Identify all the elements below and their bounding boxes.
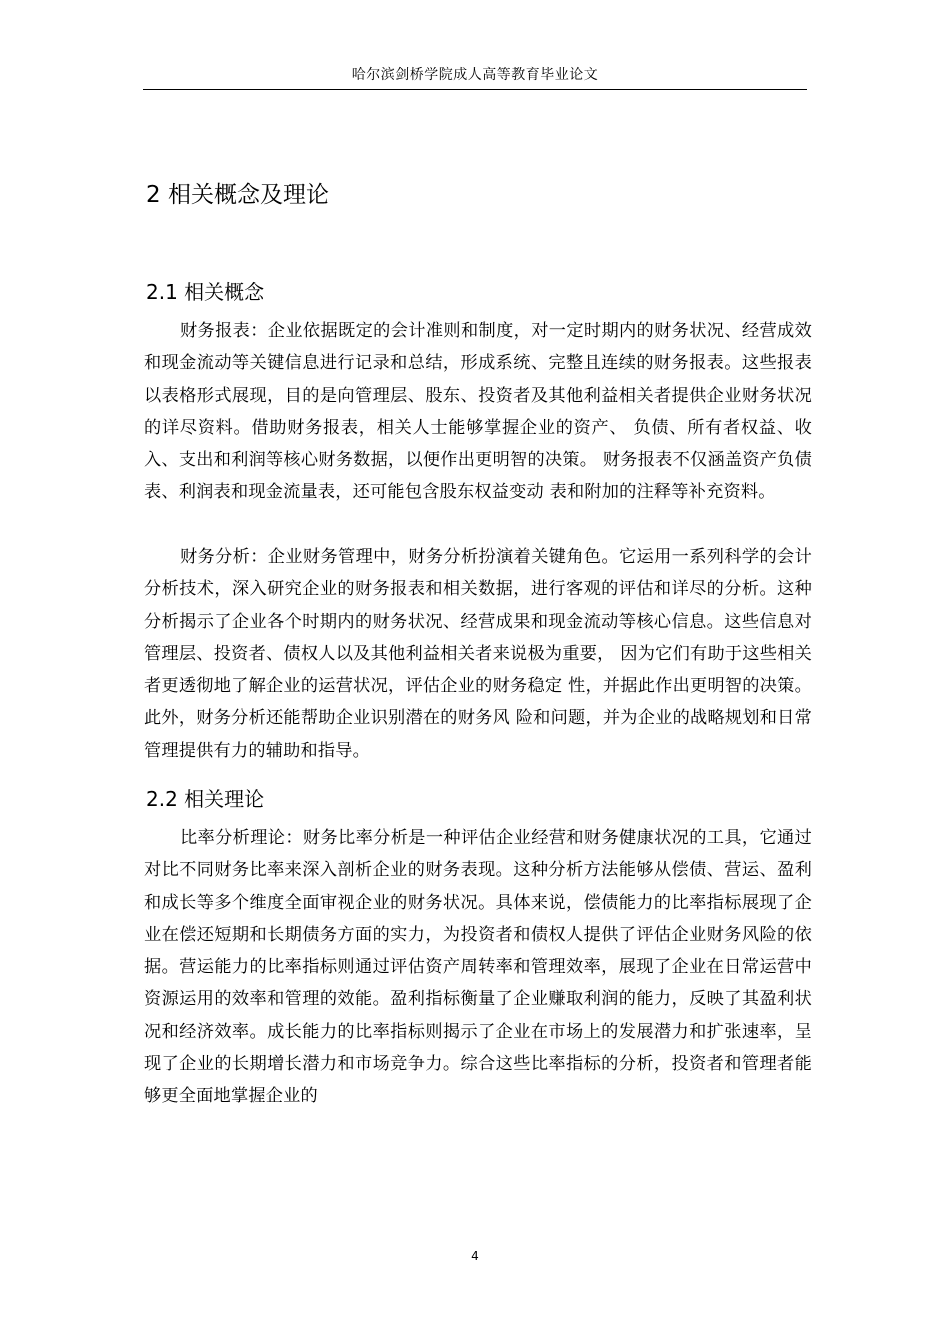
page-number: 4 <box>471 1249 479 1263</box>
header-divider <box>143 89 807 90</box>
chapter-heading: 2 相关概念及理论 <box>146 182 329 208</box>
paragraph-ratio-analysis: 比率分析理论：财务比率分析是一种评估企业经营和财务健康状况的工具，它通过对比不同财务比率来深入剖析企业的财务表现。这种分析方法能够从偿债、营运、盈利和成长等多个维度全面审视企业的财务状况。具体来说，偿债能力的比率指标展现了企业在偿还短期和长期债务方面的实力，为投资者和债权人提供了评估企业财务风险的依据。营运能力的比率指标则通过评估资产周转率和管理效率，展现了企业在日常运营中资源运用的效率和管理的效能。盈利指标衡量了企业赚取利润的能力，反映了其盈利状况和经济效率。成长能力的比率指标则揭示了企业在市场上的发展潜力和扩张速率，呈现了企业的长期增长潜力和市场竞争力。综合这些比率指标的分析，投资者和管理者能够更全面地掌握企业的 <box>144 828 812 1107</box>
section-heading-2-1: 2.1 相关概念 <box>146 280 265 304</box>
running-header: 哈尔滨剑桥学院成人高等教育毕业论文 <box>351 67 599 83</box>
section-heading-2-2: 2.2 相关理论 <box>146 787 265 811</box>
paragraph-financial-analysis: 财务分析：企业财务管理中，财务分析扮演着关键角色。它运用一系列科学的会计分析技术，深入研究企业的财务报表和相关数据，进行客观的评估和详尽的分析。这种分析揭示了企业各个时期内的财务状况、经营成果和现金流动等核心信息。这些信息对管理层、投资者、债权人以及其他利益相关者来说极为重要， 因为它们有助于这些相关者更透彻地了解企业的运营状况，评估企业的财务稳定 性，并据此作出更明智的决策。此外，财务分析还能帮助企业识别潜在的财务风 险和问题，并为企业的战略规划和日常管理提供有力的辅助和指导。 <box>144 547 812 761</box>
paragraph-financial-statements: 财务报表：企业依据既定的会计准则和制度，对一定时期内的财务状况、经营成效和现金流动等关键信息进行记录和总结，形成系统、完整且连续的财务报表。这些报表以表格形式展现，目的是向管理层、股东、投资者及其他利益相关者提供企业财务状况的详尽资料。借助财务报表，相关人士能够掌握企业的资产、 负债、所有者权益、收入、支出和利润等核心财务数据，以便作出更明智的决策。 财务报表不仅涵盖资产负债表、利润表和现金流量表，还可能包含股东权益变动 表和附加的注释等补充资料。 <box>144 321 812 503</box>
